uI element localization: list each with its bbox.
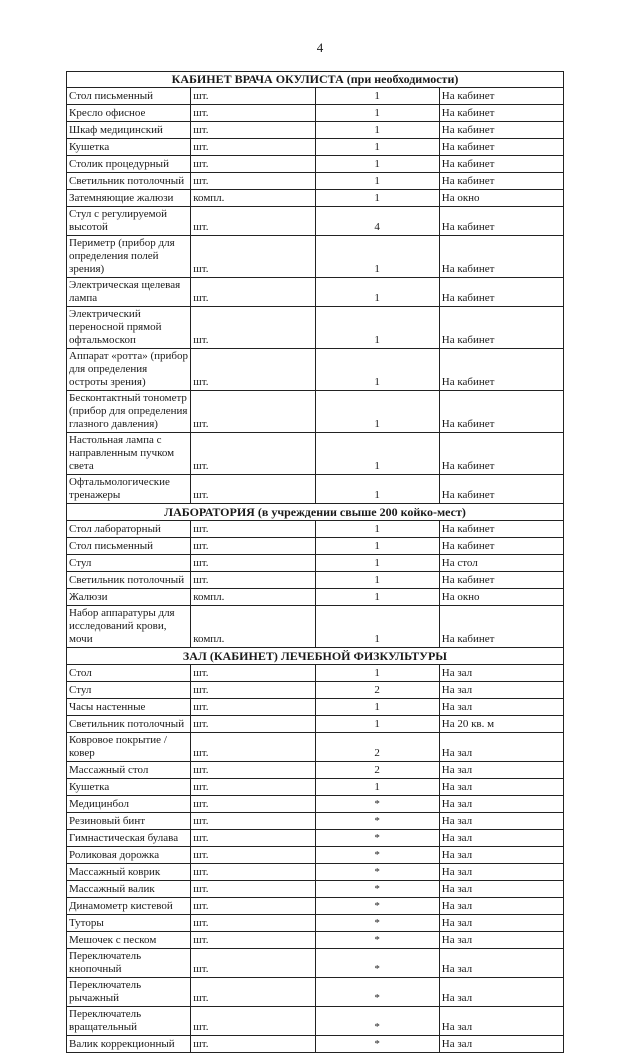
unit-cell: шт. [191,555,315,572]
norm-cell: На кабинет [439,156,563,173]
norm-cell: На кабинет [439,538,563,555]
norm-cell: На кабинет [439,475,563,504]
equipment-table-body [67,72,564,1053]
table-row [67,699,564,716]
unit-cell: шт. [191,349,315,391]
page-number: 4 [316,40,324,55]
unit-cell: шт. [191,521,315,538]
unit-cell: шт. [191,475,315,504]
norm-cell: На кабинет [439,278,563,307]
norm-cell: На 20 кв. м [439,716,563,733]
quantity-cell: 1 [315,433,439,475]
table-row [67,122,564,139]
unit-cell: шт. [191,716,315,733]
section-header-row [67,72,564,88]
norm-cell: На зал [439,779,563,796]
item-name-cell: Офтальмологические тренажеры [67,475,191,504]
item-name-cell: Туторы [67,915,191,932]
table-row [67,665,564,682]
quantity-cell: 1 [315,236,439,278]
unit-cell: шт. [191,307,315,349]
unit-cell: шт. [191,139,315,156]
item-name-cell: Ковровое покрытие / ковер [67,733,191,762]
item-name-cell: Электрическая щелевая лампа [67,278,191,307]
unit-cell: шт. [191,278,315,307]
unit-cell: шт. [191,433,315,475]
table-row [67,307,564,349]
unit-cell: шт. [191,813,315,830]
norm-cell: На кабинет [439,521,563,538]
norm-cell: На окно [439,190,563,207]
quantity-cell: 1 [315,278,439,307]
norm-cell: На кабинет [439,391,563,433]
item-name-cell: Роликовая дорожка [67,847,191,864]
item-name-cell: Кушетка [67,779,191,796]
unit-cell: шт. [191,699,315,716]
section-header-row [67,648,564,665]
item-name-cell: Периметр (прибор для определения полей зрения) [67,236,191,278]
quantity-cell: * [315,864,439,881]
norm-cell: На зал [439,762,563,779]
quantity-cell: 1 [315,555,439,572]
item-name-cell: Динамометр кистевой [67,898,191,915]
quantity-cell: * [315,1007,439,1036]
unit-cell: шт. [191,665,315,682]
quantity-cell: 1 [315,307,439,349]
quantity-cell: 4 [315,207,439,236]
unit-cell: шт. [191,830,315,847]
item-name-cell: Массажный стол [67,762,191,779]
table-row [67,830,564,847]
item-name-cell: Часы настенные [67,699,191,716]
item-name-cell: Кресло офисное [67,105,191,122]
norm-cell: На кабинет [439,139,563,156]
table-row [67,881,564,898]
unit-cell: шт. [191,173,315,190]
table-row [67,572,564,589]
quantity-cell: 1 [315,716,439,733]
norm-cell: На зал [439,796,563,813]
norm-cell: На зал [439,881,563,898]
unit-cell: шт. [191,1007,315,1036]
item-name-cell: Переключатель кнопочный [67,949,191,978]
table-row [67,864,564,881]
table-row [67,190,564,207]
quantity-cell: 1 [315,105,439,122]
table-row [67,538,564,555]
table-row [67,1036,564,1053]
norm-cell: На зал [439,665,563,682]
quantity-cell: 1 [315,122,439,139]
quantity-cell: 2 [315,733,439,762]
equipment-table [66,71,564,1053]
item-name-cell: Переключатель вращательный [67,1007,191,1036]
table-row [67,606,564,648]
table-row [67,555,564,572]
quantity-cell: * [315,813,439,830]
quantity-cell: * [315,1036,439,1053]
quantity-cell: 1 [315,521,439,538]
table-row [67,716,564,733]
section-title: КАБИНЕТ ВРАЧА ОКУЛИСТА (при необходимости) [67,72,564,88]
unit-cell: шт. [191,682,315,699]
table-row [67,682,564,699]
item-name-cell: Светильник потолочный [67,572,191,589]
quantity-cell: 2 [315,762,439,779]
item-name-cell: Столик процедурный [67,156,191,173]
table-row [67,847,564,864]
norm-cell: На зал [439,915,563,932]
item-name-cell: Медицинбол [67,796,191,813]
norm-cell: На зал [439,830,563,847]
table-row [67,813,564,830]
quantity-cell: 1 [315,391,439,433]
norm-cell: На зал [439,1007,563,1036]
quantity-cell: * [315,978,439,1007]
norm-cell: На зал [439,932,563,949]
norm-cell: На зал [439,949,563,978]
unit-cell: шт. [191,881,315,898]
norm-cell: На кабинет [439,606,563,648]
table-row [67,796,564,813]
unit-cell: шт. [191,572,315,589]
unit-cell: шт. [191,207,315,236]
unit-cell: шт. [191,898,315,915]
unit-cell: шт. [191,978,315,1007]
norm-cell: На кабинет [439,307,563,349]
unit-cell: шт. [191,949,315,978]
unit-cell: шт. [191,236,315,278]
section-header-row [67,504,564,521]
unit-cell: шт. [191,932,315,949]
table-row [67,898,564,915]
item-name-cell: Массажный коврик [67,864,191,881]
unit-cell: шт. [191,1036,315,1053]
unit-cell: шт. [191,915,315,932]
table-row [67,88,564,105]
quantity-cell: * [315,949,439,978]
table-row [67,139,564,156]
table-row [67,173,564,190]
norm-cell: На зал [439,978,563,1007]
table-row [67,236,564,278]
item-name-cell: Стол письменный [67,88,191,105]
quantity-cell: 2 [315,682,439,699]
table-row [67,391,564,433]
unit-cell: шт. [191,733,315,762]
table-row [67,915,564,932]
item-name-cell: Массажный валик [67,881,191,898]
item-name-cell: Электрический переносной прямой офтальмоскоп [67,307,191,349]
table-row [67,978,564,1007]
item-name-cell: Стол письменный [67,538,191,555]
table-row [67,932,564,949]
table-row [67,762,564,779]
table-row [67,207,564,236]
item-name-cell: Стул [67,555,191,572]
norm-cell: На кабинет [439,236,563,278]
item-name-cell: Переключатель рычажный [67,978,191,1007]
quantity-cell: 1 [315,173,439,190]
quantity-cell: 1 [315,475,439,504]
table-row [67,105,564,122]
unit-cell: шт. [191,122,315,139]
norm-cell: На зал [439,699,563,716]
unit-cell: шт. [191,88,315,105]
unit-cell: шт. [191,796,315,813]
norm-cell: На кабинет [439,572,563,589]
table-row [67,589,564,606]
quantity-cell: 1 [315,139,439,156]
item-name-cell: Жалюзи [67,589,191,606]
quantity-cell: * [315,847,439,864]
item-name-cell: Шкаф медицинский [67,122,191,139]
unit-cell: шт. [191,538,315,555]
norm-cell: На зал [439,1036,563,1053]
quantity-cell: * [315,898,439,915]
item-name-cell: Стол [67,665,191,682]
item-name-cell: Стол лабораторный [67,521,191,538]
norm-cell: На кабинет [439,122,563,139]
quantity-cell: 1 [315,572,439,589]
quantity-cell: 1 [315,665,439,682]
norm-cell: На зал [439,682,563,699]
norm-cell: На кабинет [439,88,563,105]
unit-cell: шт. [191,847,315,864]
item-name-cell: Настольная лампа с направленным пучком света [67,433,191,475]
quantity-cell: * [315,915,439,932]
norm-cell: На кабинет [439,433,563,475]
quantity-cell: * [315,932,439,949]
norm-cell: На зал [439,733,563,762]
quantity-cell: 1 [315,349,439,391]
unit-cell: шт. [191,105,315,122]
norm-cell: На окно [439,589,563,606]
item-name-cell: Кушетка [67,139,191,156]
quantity-cell: 1 [315,606,439,648]
norm-cell: На зал [439,898,563,915]
norm-cell: На кабинет [439,207,563,236]
item-name-cell: Светильник потолочный [67,173,191,190]
quantity-cell: 1 [315,779,439,796]
norm-cell: На кабинет [439,349,563,391]
unit-cell: шт. [191,779,315,796]
quantity-cell: 1 [315,88,439,105]
table-row [67,521,564,538]
table-row [67,349,564,391]
quantity-cell: * [315,881,439,898]
unit-cell: шт. [191,864,315,881]
table-row [67,156,564,173]
quantity-cell: 1 [315,190,439,207]
norm-cell: На зал [439,864,563,881]
item-name-cell: Бесконтактный тонометр (прибор для определения глазного давления) [67,391,191,433]
quantity-cell: * [315,796,439,813]
item-name-cell: Аппарат «ротта» (прибор для определения остроты зрения) [67,349,191,391]
unit-cell: шт. [191,391,315,433]
item-name-cell: Валик коррекционный [67,1036,191,1053]
norm-cell: На стол [439,555,563,572]
quantity-cell: 1 [315,538,439,555]
item-name-cell: Резиновый бинт [67,813,191,830]
unit-cell: шт. [191,156,315,173]
section-title: ЛАБОРАТОРИЯ (в учреждении свыше 200 койко-мест) [67,504,564,521]
unit-cell: компл. [191,589,315,606]
table-row [67,278,564,307]
quantity-cell: 1 [315,156,439,173]
item-name-cell: Затемняющие жалюзи [67,190,191,207]
quantity-cell: * [315,830,439,847]
unit-cell: шт. [191,762,315,779]
table-row [67,475,564,504]
item-name-cell: Стул с регулируемой высотой [67,207,191,236]
unit-cell: компл. [191,606,315,648]
unit-cell: компл. [191,190,315,207]
section-title: ЗАЛ (КАБИНЕТ) ЛЕЧЕБНОЙ ФИЗКУЛЬТУРЫ [67,648,564,665]
quantity-cell: 1 [315,589,439,606]
norm-cell: На зал [439,847,563,864]
table-row [67,949,564,978]
item-name-cell: Набор аппаратуры для исследований крови, мочи [67,606,191,648]
item-name-cell: Светильник потолочный [67,716,191,733]
table-row [67,779,564,796]
norm-cell: На зал [439,813,563,830]
table-row [67,1007,564,1036]
norm-cell: На кабинет [439,105,563,122]
table-row [67,733,564,762]
item-name-cell: Гимнастическая булава [67,830,191,847]
item-name-cell: Стул [67,682,191,699]
item-name-cell: Мешочек с песком [67,932,191,949]
table-row [67,433,564,475]
norm-cell: На кабинет [439,173,563,190]
quantity-cell: 1 [315,699,439,716]
